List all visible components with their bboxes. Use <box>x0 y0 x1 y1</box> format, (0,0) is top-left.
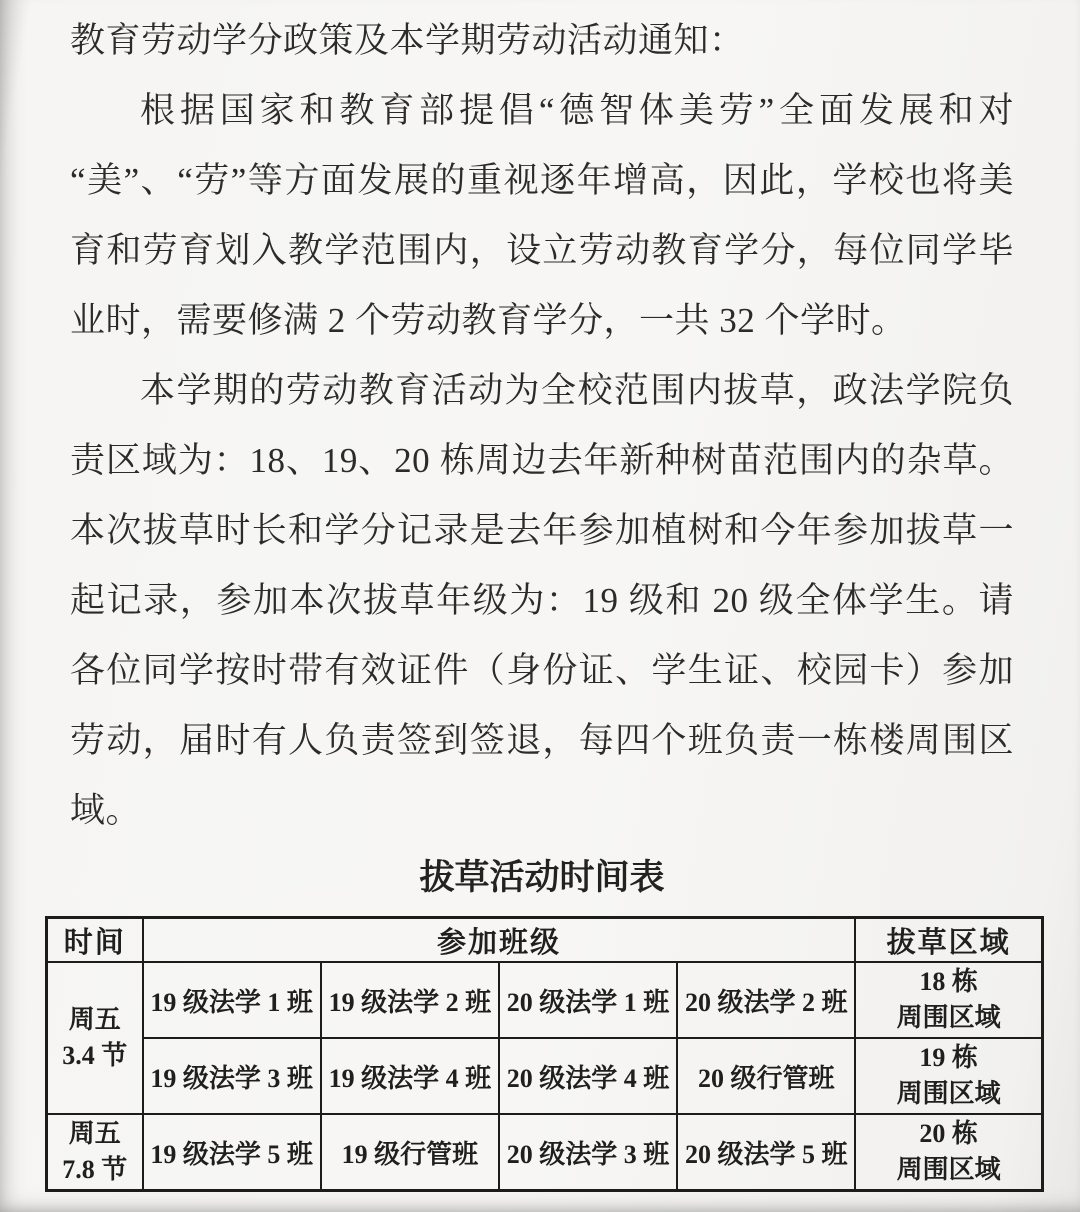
area-label: 周围区域 <box>896 1003 1001 1032</box>
area-cell-20 <box>855 1114 1042 1191</box>
table-row-2 <box>47 1038 1043 1114</box>
column-header-time: 时间 <box>47 918 143 963</box>
paragraph-policy: 根据国家和教育部提倡“德智体美劳”全面发展和对“美”、“劳”等方面发展的重视逐年增高，因此，学校也将美育和劳育划入教学范围内，设立劳动教育学分，每位同学毕业时，需要修满 2 个劳动教育学分，一共 32 个学时。 <box>70 91 1014 340</box>
class-cell: 20 级法学 4 班 <box>499 1038 677 1114</box>
area-building: 20 栋 <box>919 1119 978 1148</box>
class-cell: 19 级法学 2 班 <box>321 962 499 1038</box>
time-cell-friday-78 <box>47 1114 143 1191</box>
area-building: 18 栋 <box>919 967 978 996</box>
area-label: 周围区域 <box>896 1155 1001 1184</box>
class-cell: 20 级法学 2 班 <box>677 962 855 1038</box>
area-cell-18 <box>855 962 1042 1038</box>
time-day: 周五 <box>68 1119 121 1148</box>
class-cell: 19 级行管班 <box>321 1114 499 1191</box>
time-cell-friday-34 <box>47 962 143 1114</box>
table-header-row <box>47 918 1043 963</box>
class-cell: 19 级法学 5 班 <box>143 1114 321 1191</box>
schedule-table-title: 拔草活动时间表 <box>419 858 665 897</box>
time-day: 周五 <box>68 1005 121 1034</box>
column-header-area: 拔草区域 <box>855 918 1042 963</box>
table-row-3 <box>47 1114 1043 1191</box>
area-cell-19 <box>855 1038 1042 1114</box>
weeding-schedule-table <box>45 916 1044 1192</box>
class-cell: 19 级法学 3 班 <box>143 1038 321 1114</box>
class-cell: 20 级法学 5 班 <box>677 1114 855 1191</box>
area-label: 周围区域 <box>896 1079 1001 1108</box>
paragraph-activity: 本学期的劳动教育活动为全校范围内拔草，政法学院负责区域为：18、19、20 栋周边去年新种树苗范围内的杂草。本次拔草时长和学分记录是去年参加植树和今年参加拔草一起记录，参加本次拔草年级为：19 级和 20 级全体学生。请各位同学按时带有效证件（身份证、学生证、校园卡）参加劳动，届时有人负责签到签退，每四个班负责一栋楼周围区域。 <box>70 371 1014 830</box>
area-building: 19 栋 <box>919 1043 978 1072</box>
class-cell: 20 级法学 3 班 <box>499 1114 677 1191</box>
table-row-1 <box>47 962 1043 1038</box>
class-cell: 19 级法学 4 班 <box>321 1038 499 1114</box>
notice-heading-line: 教育劳动学分政策及本学期劳动活动通知： <box>70 21 745 60</box>
class-cell: 19 级法学 1 班 <box>143 962 321 1038</box>
class-cell: 20 级行管班 <box>677 1038 855 1114</box>
time-period: 3.4 节 <box>62 1041 128 1070</box>
column-header-classes: 参加班级 <box>143 918 856 963</box>
notice-text-block <box>70 6 1014 848</box>
time-period: 7.8 节 <box>62 1155 128 1184</box>
class-cell: 20 级法学 1 班 <box>499 962 677 1038</box>
